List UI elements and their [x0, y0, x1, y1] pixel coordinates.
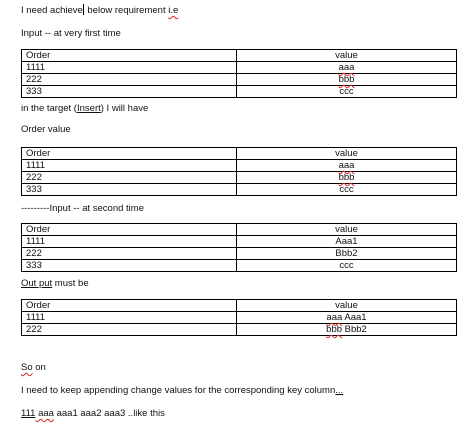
value-cell: bbb: [237, 74, 457, 86]
header-value: value: [237, 148, 457, 160]
table-row: [22, 248, 457, 260]
order-cell: 1111: [22, 62, 237, 74]
order-cell: 1111: [22, 236, 237, 248]
table-first-input: [21, 49, 457, 98]
value-cell: ccc: [237, 86, 457, 98]
value-cell: aaa: [237, 62, 457, 74]
intro-line: [21, 4, 178, 17]
example-number: 111: [21, 408, 36, 419]
append-line: I need to keep appending change values for the corresponding key column...: [21, 385, 344, 396]
value-cell: ccc: [237, 184, 457, 196]
order-cell: 222: [22, 248, 237, 260]
intro-text-end: below requirement: [84, 5, 169, 16]
so-on-line: So on: [21, 362, 46, 373]
target-insert: Insert: [76, 103, 101, 114]
table-row: [22, 62, 457, 74]
table-row: [22, 260, 457, 272]
header-order: Order: [22, 224, 237, 236]
header-value: value: [237, 224, 457, 236]
header-value: value: [237, 50, 457, 62]
order-value-heading: Order value: [21, 124, 71, 135]
table-row: [22, 236, 457, 248]
table-row: [22, 312, 457, 324]
order-cell: 1111: [22, 312, 237, 324]
input2-heading: ---------Input -- at second time: [21, 203, 144, 214]
value-cell: aaa: [237, 160, 457, 172]
table-row: [22, 184, 457, 196]
value-cell: aaa Aaa1: [237, 312, 457, 324]
header-order: Order: [22, 50, 237, 62]
example-line: 111 aaa aaa1 aaa2 aaa3 ..like this: [21, 408, 165, 419]
input1-heading: Input -- at very first time: [21, 28, 121, 39]
table-header-row: [22, 148, 457, 160]
so-word: So: [21, 362, 33, 373]
order-cell: 222: [22, 172, 237, 184]
header-order: Order: [22, 148, 237, 160]
order-cell: 222: [22, 324, 237, 336]
append-dots: ...: [335, 385, 344, 396]
table-header-row: [22, 300, 457, 312]
intro-text-start: I need achieve: [21, 5, 83, 16]
table-row: [22, 172, 457, 184]
output-word: Out put: [21, 278, 53, 289]
table-header-row: [22, 50, 457, 62]
value-cell: Bbb2: [237, 248, 457, 260]
table-row: [22, 86, 457, 98]
header-order: Order: [22, 300, 237, 312]
table-target: [21, 147, 457, 196]
order-cell: 222: [22, 74, 237, 86]
table-row: [22, 324, 457, 336]
order-cell: 333: [22, 260, 237, 272]
order-cell: 333: [22, 86, 237, 98]
header-value: value: [237, 300, 457, 312]
value-cell: ccc: [237, 260, 457, 272]
example-aaa: aaa: [35, 408, 54, 419]
output-line: Out put must be: [21, 278, 89, 289]
table-output: [21, 299, 457, 336]
table-row: [22, 74, 457, 86]
value-cell: bbb Bbb2: [237, 324, 457, 336]
order-cell: 333: [22, 184, 237, 196]
order-cell: 1111: [22, 160, 237, 172]
intro-ie: i.e: [168, 5, 179, 16]
table-header-row: [22, 224, 457, 236]
target-line: in the target (Insert) I will have: [21, 103, 149, 114]
table-row: [22, 160, 457, 172]
table-second-input: [21, 223, 457, 272]
value-cell: Aaa1: [237, 236, 457, 248]
value-cell: bbb: [237, 172, 457, 184]
